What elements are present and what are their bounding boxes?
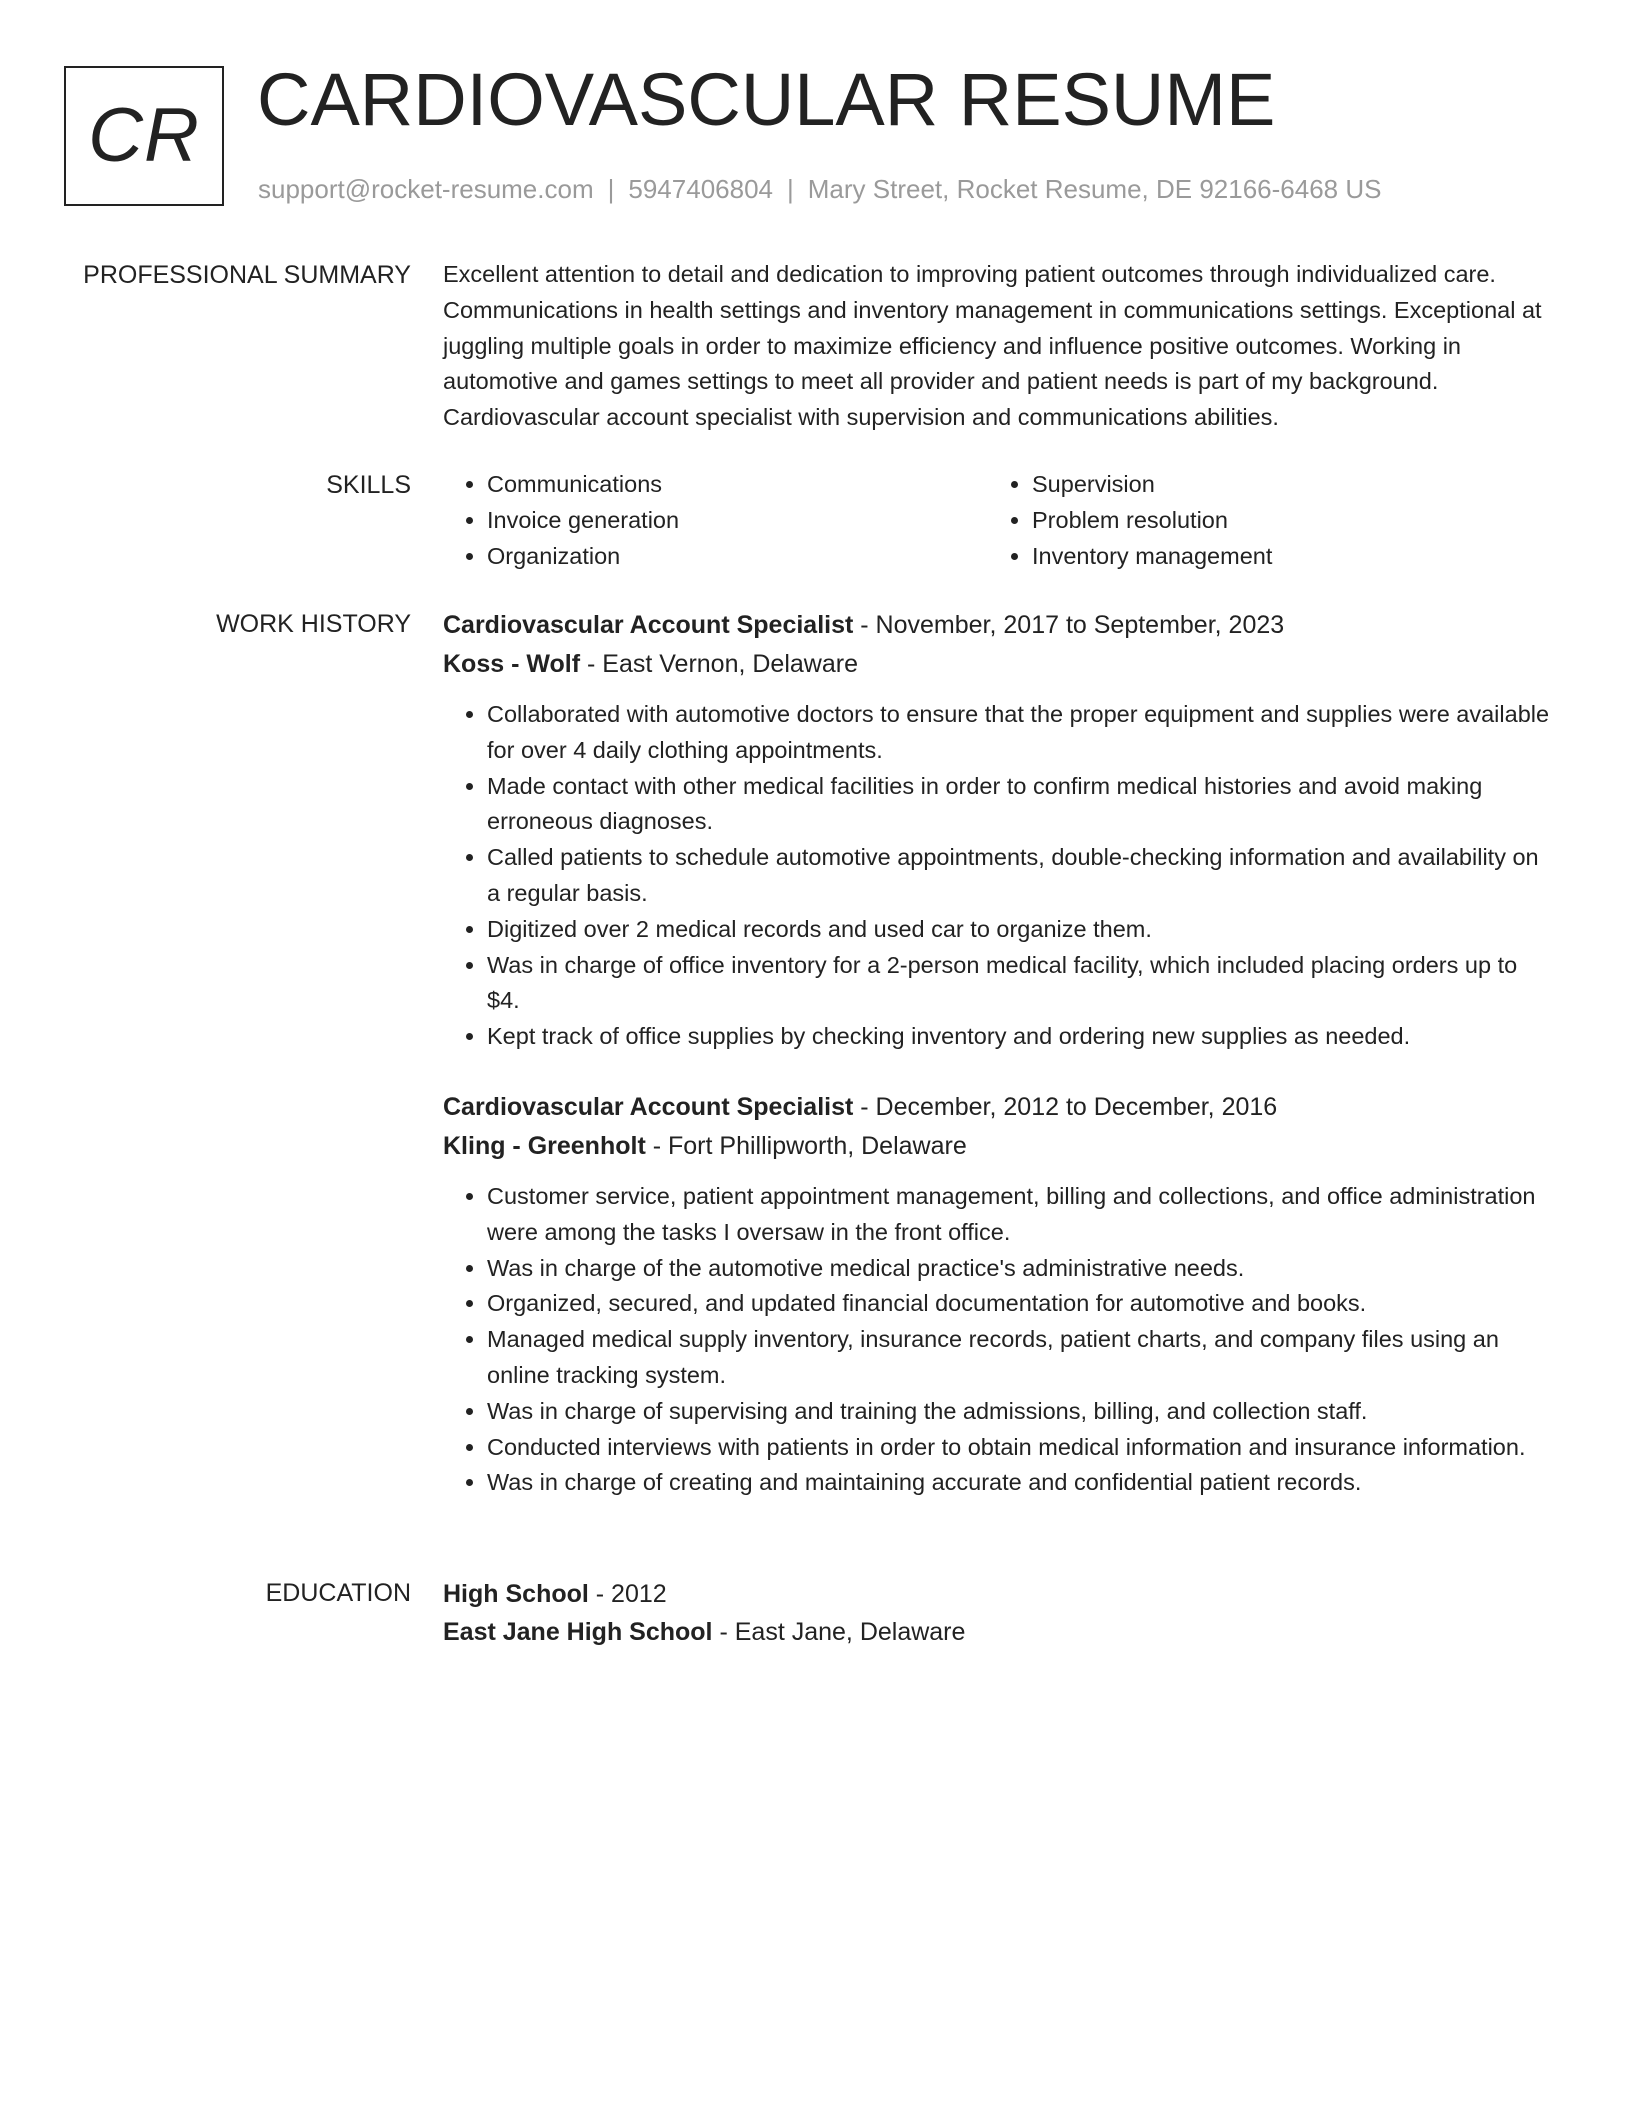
job-company-line: [443, 1127, 1555, 1165]
job-bullet: • Digitized over 2 medical records and used car to organize them.: [487, 912, 1555, 948]
skill-item: • Inventory management: [1032, 539, 1532, 575]
job-bullet: • Organized, secured, and updated financial documentation for automotive and books.: [487, 1286, 1555, 1322]
contact-separator: |: [607, 174, 615, 204]
job-company-line: [443, 645, 1555, 683]
job-entry: [443, 1088, 1555, 1501]
job-bullet: • Called patients to schedule automotive appointments, double-checking information and availability on a regular basis.: [487, 840, 1555, 912]
job-company: Kling - Greenholt: [443, 1131, 646, 1160]
job-location: - East Vernon, Delaware: [587, 650, 858, 678]
skill-item: • Supervision: [1032, 467, 1532, 503]
contact-address: Mary Street, Rocket Resume, DE 92166-6468 US: [807, 174, 1382, 204]
skill-item: • Invoice generation: [487, 503, 1032, 539]
education-degree-line: [443, 1575, 1555, 1613]
job-bullets: [443, 1179, 1555, 1501]
education-year: - 2012: [595, 1580, 667, 1608]
education-location: - East Jane, Delaware: [719, 1618, 966, 1646]
contact-separator: |: [787, 174, 794, 204]
education-title: EDUCATION: [265, 1579, 411, 1607]
job-position: Cardiovascular Account Specialist: [443, 1092, 854, 1121]
skills-body: [443, 467, 1555, 574]
job-bullet: • Customer service, patient appointment management, billing and collections, and office administration were among the tasks I oversaw in the front office.: [487, 1179, 1555, 1251]
job-bullet: • Was in charge of creating and maintaining accurate and confidential patient records.: [487, 1465, 1555, 1501]
summary-body: [443, 257, 1555, 436]
job-dates: - November, 2017 to September, 2023: [860, 611, 1285, 639]
work-title: WORK HISTORY: [216, 610, 411, 638]
skill-item: • Communications: [487, 467, 1032, 503]
contact-email: support@rocket-resume.com: [258, 174, 594, 204]
job-bullet: • Conducted interviews with patients in order to obtain medical information and insurance information.: [487, 1430, 1555, 1466]
monogram-box: [64, 66, 224, 206]
work-body: [443, 606, 1555, 1501]
skill-item: • Problem resolution: [1032, 503, 1532, 539]
education-body: [443, 1575, 1555, 1651]
education-degree: High School: [443, 1580, 589, 1608]
job-bullet: • Kept track of office supplies by checking inventory and ordering new supplies as needed.: [487, 1019, 1555, 1055]
job-bullet: • Collaborated with automotive doctors to ensure that the proper equipment and supplies were available for over 4 daily clothing appointments.: [487, 697, 1555, 769]
job-bullets: [443, 697, 1555, 1055]
job-entry: [443, 606, 1555, 1055]
contact-line: [258, 172, 1381, 206]
monogram-initials: CR: [88, 93, 200, 178]
job-position: Cardiovascular Account Specialist: [443, 611, 854, 639]
job-title-line: [443, 606, 1555, 644]
job-bullet: • Was in charge of supervising and training the admissions, billing, and collection staff.: [487, 1394, 1555, 1430]
job-company: Koss - Wolf: [443, 650, 581, 678]
job-bullet: • Made contact with other medical facilities in order to confirm medical histories and avoid making erroneous diagnoses.: [487, 769, 1555, 841]
job-bullet: • Managed medical supply inventory, insurance records, patient charts, and company files using an online tracking system.: [487, 1322, 1555, 1394]
skills-title: SKILLS: [326, 471, 411, 499]
education-school-line: [443, 1613, 1555, 1651]
job-dates: - December, 2012 to December, 2016: [860, 1092, 1278, 1121]
job-title-line: [443, 1088, 1555, 1126]
contact-phone: 5947406804: [628, 174, 773, 204]
summary-title: PROFESSIONAL SUMMARY: [83, 261, 411, 289]
summary-text: Excellent attention to detail and dedication to improving patient outcomes through individualized care. Communications in health settings and inventory management in communications settings. Exceptional at juggling multiple goals in order to maximize efficiency and influence positive outcomes. Working in automotive and games settings to meet all provider and patient needs is part of my background. Cardiovascular account specialist with supervision and communications abilities.: [443, 261, 1542, 431]
resume-title: CARDIOVASCULAR RESUME: [257, 58, 1276, 141]
job-location: - Fort Phillipworth, Delaware: [652, 1131, 967, 1160]
job-bullet: • Was in charge of office inventory for a 2-person medical facility, which included placing orders up to $4.: [487, 948, 1555, 1020]
education-school: East Jane High School: [443, 1618, 713, 1646]
skills-list: [443, 467, 1555, 574]
job-bullet: • Was in charge of the automotive medical practice's administrative needs.: [487, 1251, 1555, 1287]
skill-item: • Organization: [487, 539, 1032, 575]
